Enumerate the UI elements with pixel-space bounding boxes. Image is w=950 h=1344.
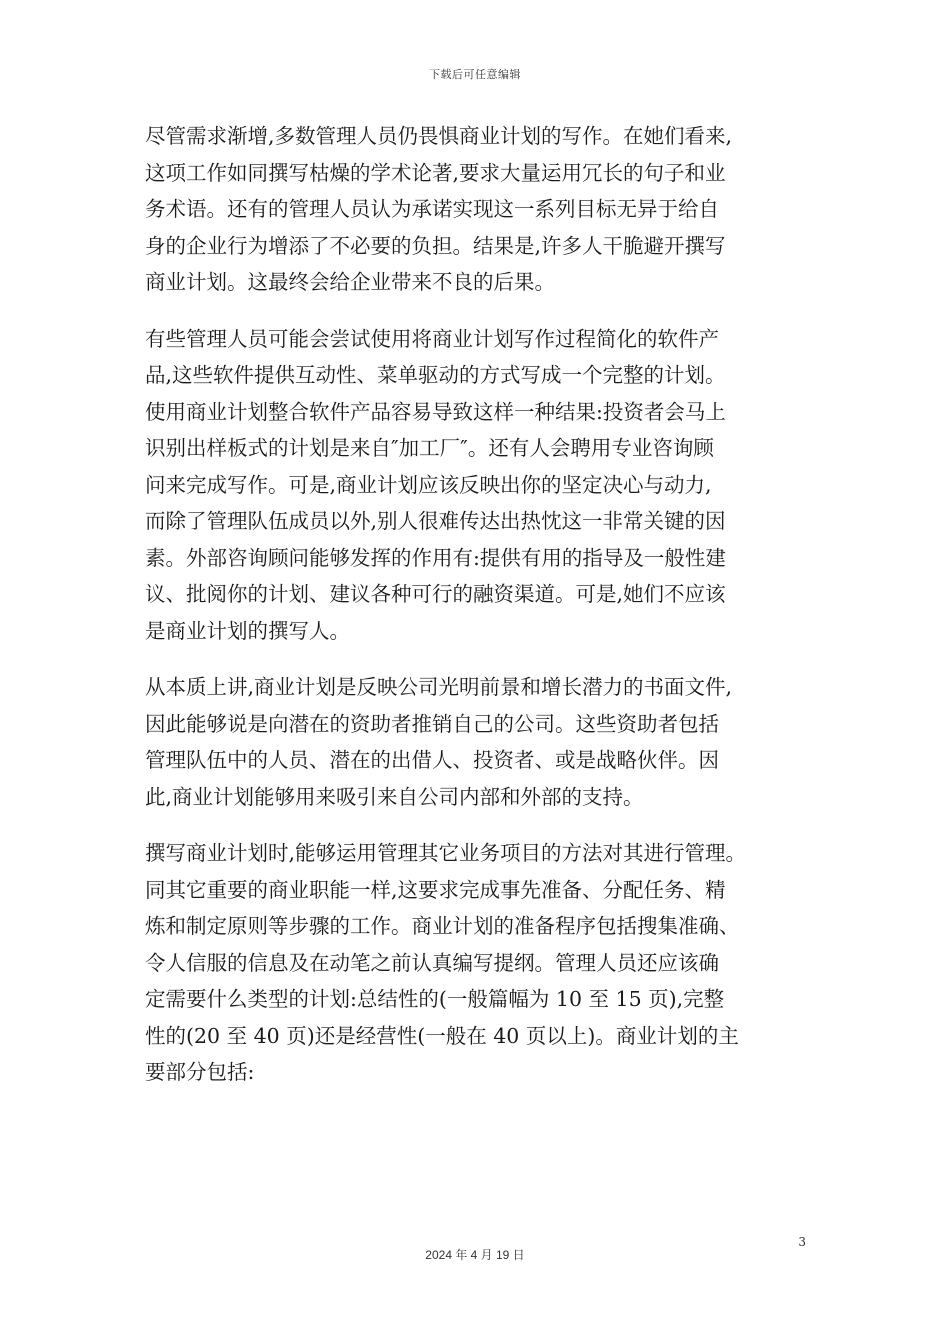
- paragraph: [145, 835, 810, 1091]
- text-line: 撰写商业计划时,能够运用管理其它业务项目的方法对其进行管理。: [145, 841, 747, 865]
- paragraph: [145, 669, 810, 815]
- paragraph: [145, 321, 810, 650]
- text-line: 炼和制定原则等步骤的工作。商业计划的准备程序包括搜集准确、: [145, 914, 740, 938]
- paragraph: [145, 118, 810, 301]
- text-line: 而除了管理队伍成员以外,别人很难传达出热忱这一非常关键的因: [145, 509, 726, 533]
- text-line: 是商业计划的撰写人。: [145, 618, 350, 643]
- page-footer-date: 2024 年 4 月 19 日: [425, 1248, 525, 1262]
- text-line: 从本质上讲,商业计划是反映公司光明前景和增长潜力的书面文件,: [145, 675, 733, 699]
- page-header: 下载后可任意编辑: [429, 68, 521, 81]
- text-line: 身的企业行为增添了不必要的负担。结果是,许多人干脆避开撰写: [145, 233, 726, 258]
- text-line: 要部分包括:: [145, 1060, 255, 1084]
- text-line: 尽管需求渐增,多数管理人员仍畏惧商业计划的写作。在她们看来,: [145, 124, 733, 148]
- text-line: 这项工作如同撰写枯燥的学术论著,要求大量运用冗长的句子和业: [145, 160, 726, 185]
- text-line: 议、批阅你的计划、建议各种可行的融资渠道。可是,她们不应该: [145, 582, 726, 606]
- text-line: 此,商业计划能够用来吸引来自公司内部和外部的支持。: [145, 784, 644, 809]
- text-line: 因此能够说是向潜在的资助者推销自己的公司。这些资助者包括: [145, 711, 719, 736]
- text-line: 管理队伍中的人员、潜在的出借人、投资者、或是战略伙伴。因: [145, 748, 719, 772]
- text-line: 定需要什么类型的计划:总结性的(一般篇幅为 10 至 15 页),完整: [145, 987, 725, 1011]
- text-line: 性的(20 至 40 页)还是经营性(一般在 40 页以上)。商业计划的主: [145, 1023, 739, 1048]
- text-line: 素。外部咨询顾问能够发挥的作用有:提供有用的指导及一般性建: [145, 545, 726, 570]
- text-line: 令人信服的信息及在动笔之前认真编写提纲。管理人员还应该确: [145, 950, 719, 975]
- text-line: 务术语。还有的管理人员认为承诺实现这一系列目标无异于给自: [145, 197, 719, 221]
- text-line: 品,这些软件提供互动性、菜单驱动的方式写成一个完整的计划。: [145, 363, 726, 387]
- text-line: 同其它重要的商业职能一样,这要求完成事先准备、分配任务、精: [145, 877, 726, 902]
- text-line: 有些管理人员可能会尝试使用将商业计划写作过程简化的软件产: [145, 326, 719, 351]
- text-line: 识别出样板式的计划是来自″加工厂″。还有人会聘用专业咨询顾: [145, 436, 714, 460]
- document-body: [145, 118, 810, 1111]
- page-number: 3: [798, 1235, 806, 1249]
- text-line: 使用商业计划整合软件产品容易导致这样一种结果:投资者会马上: [145, 399, 726, 424]
- text-line: 商业计划。这最终会给企业带来不良的后果。: [145, 270, 555, 294]
- text-line: 问来完成写作。可是,商业计划应该反映出你的坚定决心与动力,: [145, 472, 712, 497]
